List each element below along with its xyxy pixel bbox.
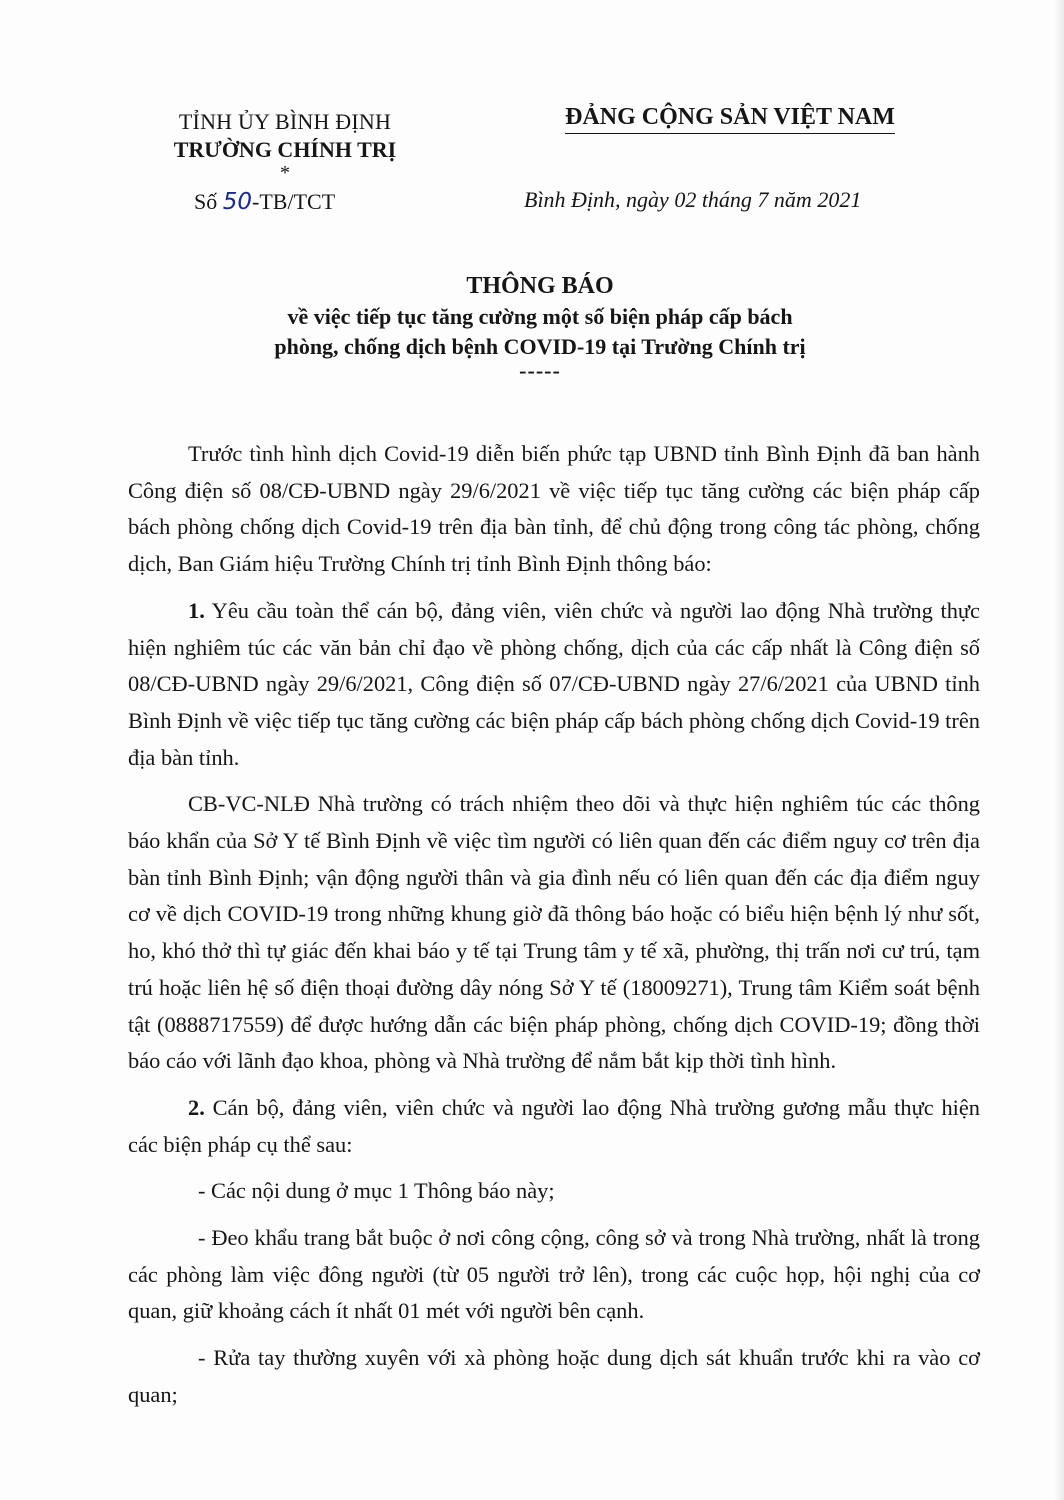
subject-line-2: phòng, chống dịch bệnh COVID-19 tại Trường Chính trị (274, 334, 806, 359)
item-2-number: 2. (188, 1094, 205, 1120)
bullet-item-2: - Đeo khẩu trang bắt buộc ở nơi công cộng, công sở và trong Nhà trường, nhất là trong các phòng làm việc đông người (từ 05 người trở lên), trong các cuộc họp, hội nghị của cơ quan, giữ khoảng cách ít nhất 01 mét với người bên cạnh. (128, 1225, 980, 1324)
bullet-item-1: - Các nội dung ở mục 1 Thông báo này; (198, 1178, 555, 1204)
bullet-item-3: - Rửa tay thường xuyên với xà phòng hoặc dung dịch sát khuẩn trước khi ra vào cơ quan; (128, 1345, 980, 1407)
paragraph-responsibility: CB-VC-NLĐ Nhà trường có trách nhiệm theo dõi và thực hiện nghiêm túc các thông báo khẩn của Sở Y tế Bình Định về việc tìm người có liên quan đến các điểm nguy cơ trên địa bàn tỉnh Bình Định; vận động người thân và gia đình nếu có liên quan đến các địa điểm nguy cơ về dịch COVID-19 trong những khung giờ đã thông báo hoặc có biểu hiện bệnh lý như sốt, ho, khó thở thì tự giác đến khai báo y tế tại Trung tâm y tế xã, phường, thị trấn nơi cư trú, tạm trú hoặc liên hệ số điện thoại đường dây nóng Sở Y tế (18009271), Trung tâm Kiểm soát bệnh tật (0888717559) để được hướng dẫn các biện pháp phòng, chống dịch COVID-19; đồng thời báo cáo với lãnh đạo khoa, phòng và Nhà trường để nắm bắt kịp thời tình hình. (128, 791, 980, 1074)
paragraph-item-2 (128, 1090, 980, 1163)
document-number-prefix: Số (194, 189, 223, 214)
document-number-suffix: -TB/TCT (252, 189, 336, 214)
national-header (520, 102, 940, 134)
paragraph-item-1 (128, 593, 980, 777)
parent-organization: TỈNH ỦY BÌNH ĐỊNH (178, 109, 392, 134)
document-type: THÔNG BÁO (466, 273, 614, 299)
scan-edge-shadow (1054, 0, 1064, 1500)
subject-line-1: về việc tiếp tục tăng cường một số biện pháp cấp bách (287, 304, 793, 329)
party-name: ĐẢNG CỘNG SẢN VIỆT NAM (565, 102, 895, 134)
document-title-block (150, 270, 930, 383)
issuing-organization (150, 108, 420, 184)
handwritten-number: 50 (222, 189, 253, 215)
paragraph-intro: Trước tình hình dịch Covid-19 diễn biến phức tạp UBND tỉnh Bình Định đã ban hành Công điện số 08/CĐ-UBND ngày 29/6/2021 về việc tiếp tục tăng cường các biện pháp cấp bách phòng chống dịch Covid-19 trên địa bàn tỉnh, để chủ động trong công tác phòng, chống dịch, Ban Giám hiệu Trường Chính trị tỉnh Bình Định thông báo: (128, 441, 980, 577)
document-number (194, 188, 335, 216)
document-body (128, 436, 980, 1424)
place-and-date: Bình Định, ngày 02 tháng 7 năm 2021 (524, 187, 862, 212)
item-1-number: 1. (188, 597, 205, 623)
separator-star: * (280, 162, 290, 184)
item-2-text: Cán bộ, đảng viên, viên chức và người lao động Nhà trường gương mẫu thực hiện các biện pháp cụ thể sau: (128, 1094, 980, 1157)
title-separator: ----- (519, 358, 561, 383)
organization-name: TRƯỜNG CHÍNH TRỊ (173, 137, 397, 162)
item-1-text: Yêu cầu toàn thể cán bộ, đảng viên, viên chức và người lao động Nhà trường thực hiện nghiêm túc các văn bản chỉ đạo về phòng chống, dịch của các cấp nhất là Công điện số 08/CĐ-UBND ngày 29/6/2021, Công điện số 07/CĐ-UBND ngày 27/6/2021 của UBND tỉnh Bình Định về việc tiếp tục tăng cường các biện pháp cấp bách phòng chống dịch Covid-19 trên địa bàn tỉnh. (128, 597, 980, 770)
